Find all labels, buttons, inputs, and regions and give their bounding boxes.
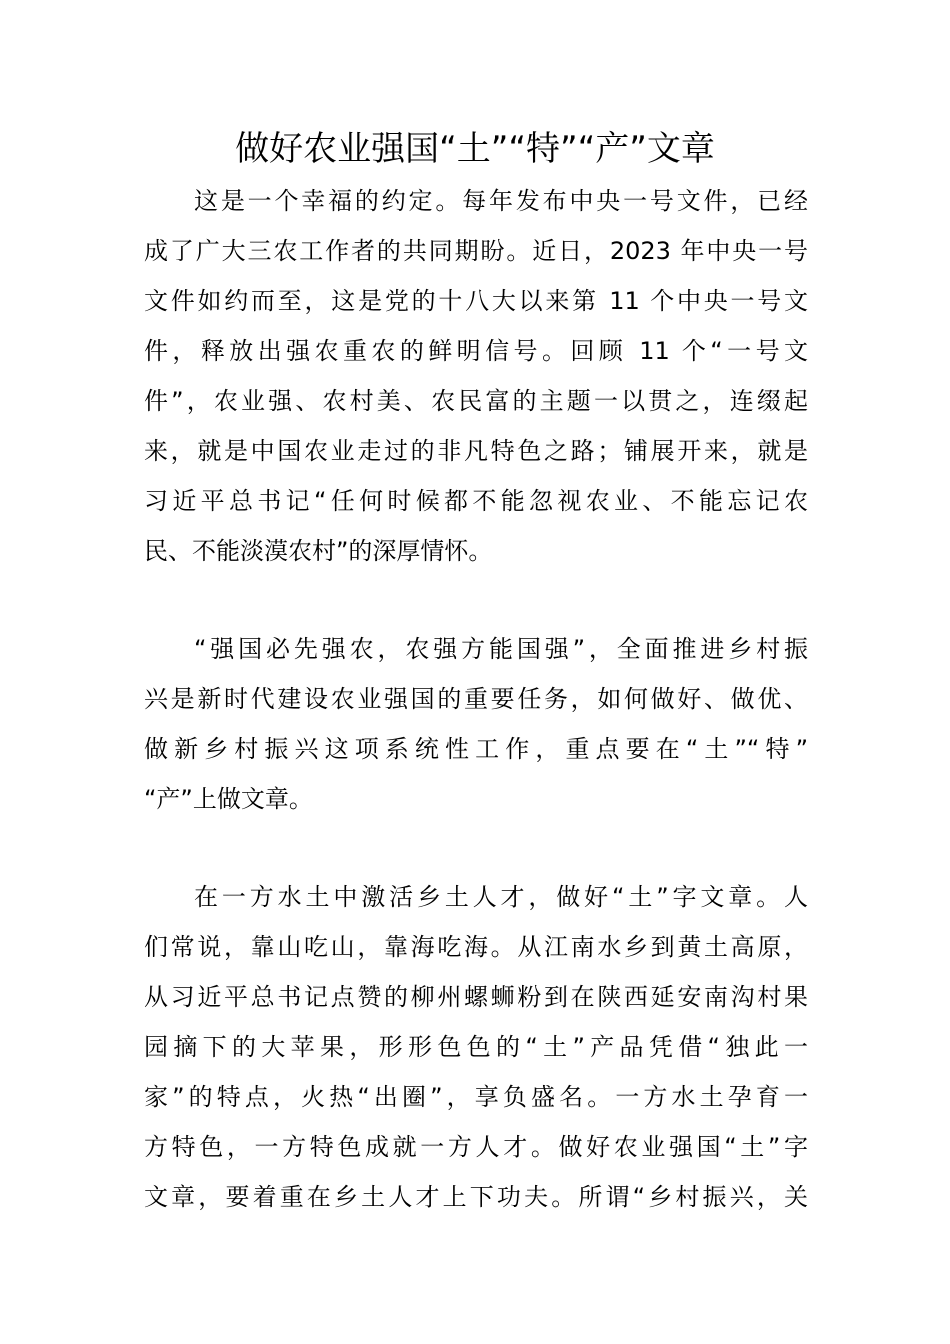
document-title: 做好农业强国“土”“特”“产”文章 bbox=[235, 129, 715, 169]
paragraph-line: 从习近平总书记点赞的柳州螺蛳粉到在陕西延安南沟村果 bbox=[144, 983, 808, 1011]
paragraph-line: 这是一个幸福的约定。每年发布中央一号文件，已经 bbox=[194, 187, 808, 215]
paragraph-line: 件，释放出强农重农的鲜明信号。回顾 11 个“一号文 bbox=[144, 337, 808, 365]
paragraph-line: 方特色，一方特色成就一方人才。做好农业强国“土”字 bbox=[144, 1133, 808, 1161]
paragraph-line: “强国必先强农，农强方能国强”，全面推进乡村振 bbox=[194, 635, 808, 663]
paragraph-line: 文章，要着重在乡土人才上下功夫。所谓“乡村振兴，关 bbox=[144, 1183, 808, 1211]
paragraph-line: 来，就是中国农业走过的非凡特色之路；铺展开来，就是 bbox=[144, 437, 808, 465]
paragraph-line: 习近平总书记“任何时候都不能忽视农业、不能忘记农 bbox=[144, 487, 808, 515]
paragraph-line: 文件如约而至，这是党的十八大以来第 11 个中央一号文 bbox=[144, 287, 808, 315]
paragraph-line: 们常说，靠山吃山，靠海吃海。从江南水乡到黄土高原， bbox=[144, 933, 808, 961]
paragraph-line: 做新乡村振兴这项系统性工作，重点要在“土”“特” bbox=[144, 735, 808, 763]
paragraph-line: 兴是新时代建设农业强国的重要任务，如何做好、做优、 bbox=[144, 685, 808, 713]
paragraph-1 bbox=[144, 176, 808, 576]
paragraph-2 bbox=[144, 624, 808, 824]
paragraph-line: 件”，农业强、农村美、农民富的主题一以贯之，连缀起 bbox=[144, 387, 808, 415]
paragraph-line: 在一方水土中激活乡土人才，做好“土”字文章。人 bbox=[194, 883, 808, 911]
paragraph-line: 园摘下的大苹果，形形色色的“土”产品凭借“独此一 bbox=[144, 1033, 808, 1061]
paragraph-line: 家”的特点，火热“出圈”，享负盛名。一方水土孕育一 bbox=[144, 1083, 808, 1111]
paragraph-line: “产”上做文章。 bbox=[144, 785, 313, 813]
paragraph-3 bbox=[144, 872, 808, 1222]
paragraph-line: 成了广大三农工作者的共同期盼。近日，2023 年中央一号 bbox=[144, 237, 808, 265]
paragraph-line: 民、不能淡漠农村”的深厚情怀。 bbox=[144, 537, 493, 565]
